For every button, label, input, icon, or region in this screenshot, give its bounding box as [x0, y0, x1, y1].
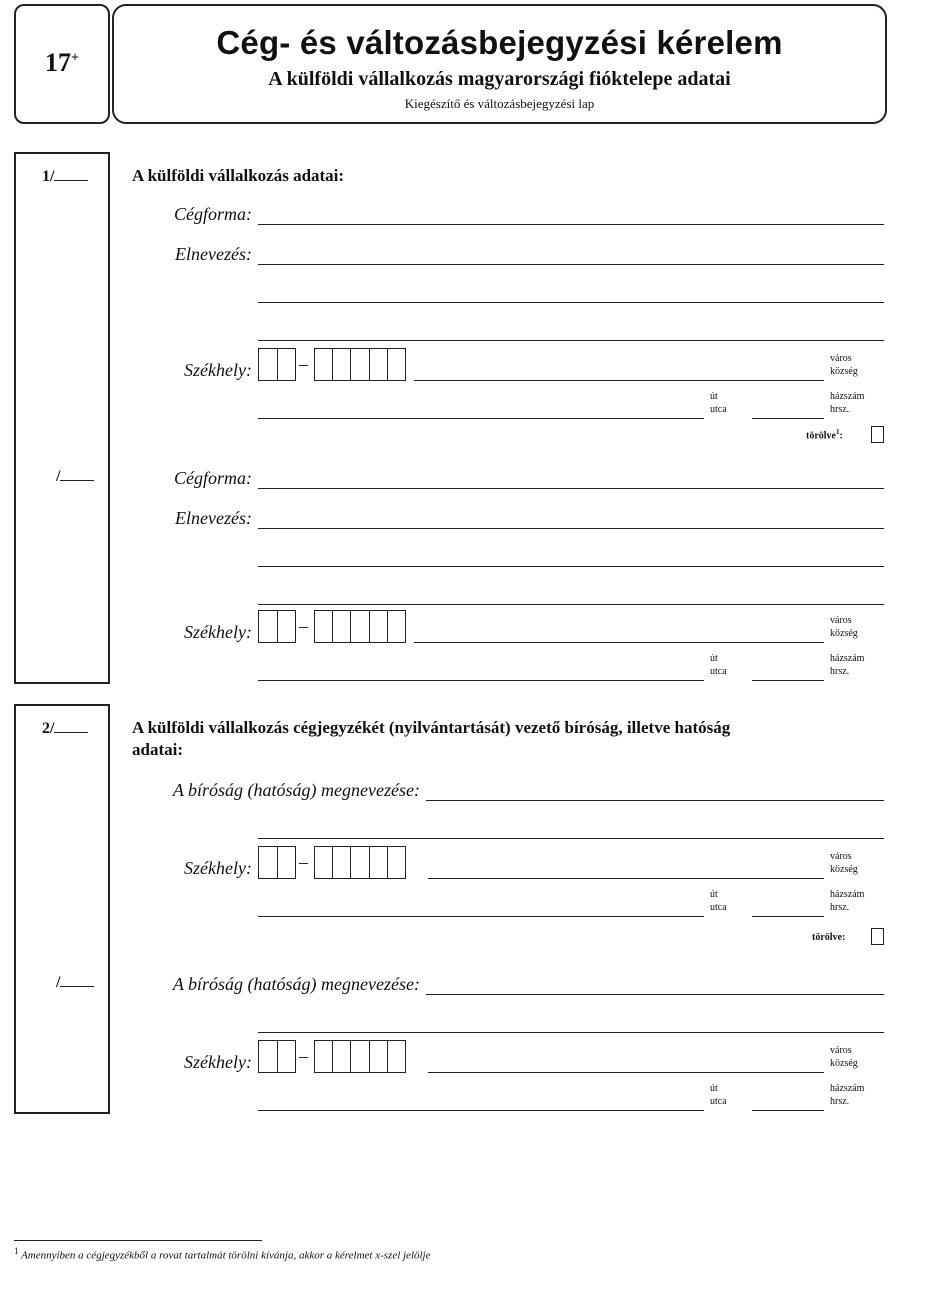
page-subtitle: A külföldi vállalkozás magyarországi fióktelepe adatai	[268, 68, 731, 90]
cegforma-field-2[interactable]	[258, 488, 884, 489]
elnevezes-field-b1[interactable]	[258, 528, 884, 529]
birosag-field[interactable]	[426, 800, 884, 801]
form-number: 17+	[45, 48, 79, 77]
house-number-label: házszám hrsz.	[830, 391, 865, 415]
city-field[interactable]	[414, 380, 824, 381]
section-1-label: 1/	[42, 166, 88, 186]
house-number-field[interactable]	[752, 418, 824, 419]
elnevezes-label-2: Elnevezés:	[175, 508, 252, 528]
elnevezes-label: Elnevezés:	[175, 244, 252, 264]
cegforma-label-2: Cégforma:	[174, 468, 252, 488]
city-field-3[interactable]	[428, 878, 824, 879]
street-field-2[interactable]	[258, 680, 704, 681]
street-field[interactable]	[258, 418, 704, 419]
house-number-label-4: házszám hrsz.	[830, 1083, 865, 1107]
torolve-label: törölve$^1$:	[806, 428, 843, 442]
szekhely-label-4: Székhely:	[184, 1052, 252, 1072]
city-type-label: város község	[830, 353, 858, 377]
footnote: $^1$ Amennyiben a cégjegyzékből a rovat tartalmát törölni kívánja, akkor a kérelmet x-szel jelölje	[14, 1246, 431, 1262]
birosag-field-2[interactable]	[258, 838, 884, 839]
section-2-side-column	[14, 704, 110, 1114]
city-field-2[interactable]	[414, 642, 824, 643]
szekhely-label-2: Székhely:	[184, 622, 252, 642]
elnevezes-field-b2[interactable]	[258, 566, 884, 567]
torolve-checkbox[interactable]	[871, 426, 884, 443]
city-type-label-3: város község	[830, 851, 858, 875]
birosag-label: A bíróság (hatóság) megnevezése:	[172, 780, 420, 800]
section-2-label: 2/	[42, 718, 88, 738]
birosag-field-b1[interactable]	[426, 994, 884, 995]
torolve-label-2: törölve:	[812, 932, 846, 943]
house-number-field-2[interactable]	[752, 680, 824, 681]
city-field-4[interactable]	[428, 1072, 824, 1073]
zip-code-boxes-3[interactable]	[314, 846, 406, 879]
street-type-label: út utca	[710, 391, 727, 415]
zip-country-boxes-3[interactable]	[258, 846, 296, 879]
zip-dash-3: –	[299, 852, 308, 872]
szekhely-label-3: Székhely:	[184, 858, 252, 878]
house-number-field-3[interactable]	[752, 916, 824, 917]
street-field-3[interactable]	[258, 916, 704, 917]
street-type-label-3: út utca	[710, 889, 727, 913]
city-type-label-2: város község	[830, 615, 858, 639]
zip-code-boxes-4[interactable]	[314, 1040, 406, 1073]
zip-dash-4: –	[299, 1046, 308, 1066]
elnevezes-field-b3[interactable]	[258, 604, 884, 605]
section-2-heading-cont: adatai:	[132, 740, 183, 759]
zip-country-boxes-4[interactable]	[258, 1040, 296, 1073]
section-1-side-column	[14, 152, 110, 684]
street-field-4[interactable]	[258, 1110, 704, 1111]
cegforma-label: Cégforma:	[174, 204, 252, 224]
street-type-label-2: út utca	[710, 653, 727, 677]
elnevezes-field-2[interactable]	[258, 302, 884, 303]
zip-dash-2: –	[299, 616, 308, 636]
footnote-separator	[14, 1240, 262, 1241]
elnevezes-field[interactable]	[258, 264, 884, 265]
city-type-label-4: város község	[830, 1045, 858, 1069]
cegforma-field[interactable]	[258, 224, 884, 225]
page-title: Cég- és változásbejegyzési kérelem	[216, 24, 783, 61]
section-2-heading: A külföldi vállalkozás cégjegyzékét (nyilvántartását) vezető bíróság, illetve hatóság	[132, 718, 731, 737]
elnevezes-field-3[interactable]	[258, 340, 884, 341]
house-number-label-2: házszám hrsz.	[830, 653, 865, 677]
page-note: Kiegészítő és változásbejegyzési lap	[404, 96, 595, 111]
szekhely-label: Székhely:	[184, 360, 252, 380]
section-1-heading: A külföldi vállalkozás adatai:	[132, 166, 345, 185]
zip-dash: –	[299, 354, 308, 374]
house-number-label-3: házszám hrsz.	[830, 889, 865, 913]
birosag-label-2: A bíróság (hatóság) megnevezése:	[172, 974, 420, 994]
house-number-field-4[interactable]	[752, 1110, 824, 1111]
section-2b-label: /	[56, 972, 94, 992]
birosag-field-b2[interactable]	[258, 1032, 884, 1033]
section-1b-label: /	[56, 466, 94, 486]
torolve-checkbox-2[interactable]	[871, 928, 884, 945]
zip-code-boxes[interactable]	[314, 348, 406, 381]
zip-code-boxes-2[interactable]	[314, 610, 406, 643]
zip-country-boxes[interactable]	[258, 348, 296, 381]
zip-country-boxes-2[interactable]	[258, 610, 296, 643]
street-type-label-4: út utca	[710, 1083, 727, 1107]
